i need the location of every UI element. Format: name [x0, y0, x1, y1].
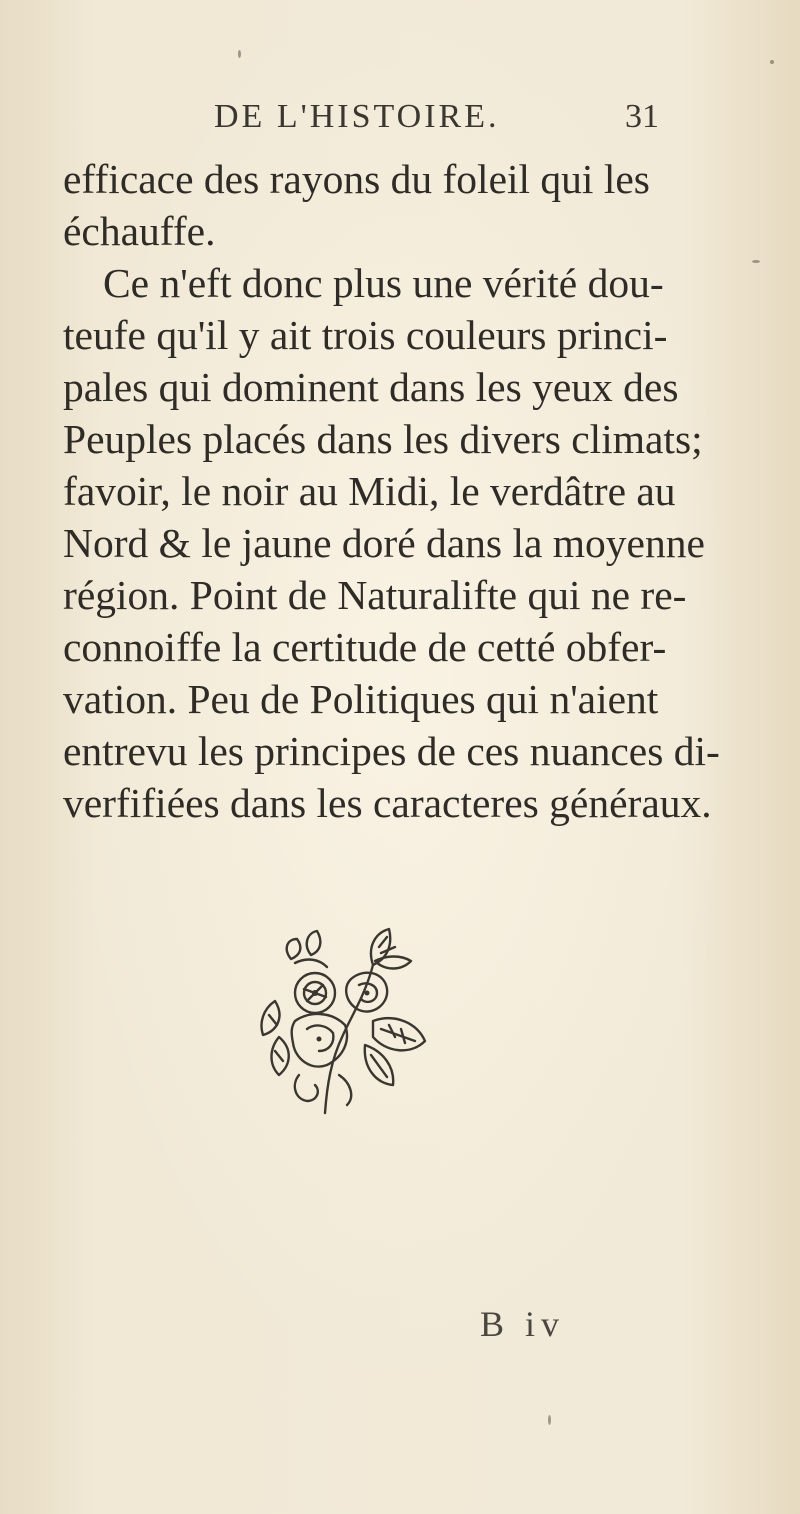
text-line: verfifiées dans les caracteres généraux. — [63, 780, 712, 826]
page-header — [214, 98, 714, 148]
paper-speck — [238, 50, 241, 58]
signature-mark: B iv — [480, 1304, 566, 1344]
text-line: vation. Peu de Politiques qui n'aient — [63, 676, 659, 722]
paper-speck — [770, 60, 774, 64]
text-line: efficace des rayons du foleil qui les — [63, 156, 650, 202]
text-line: teufe qu'il y ait trois couleurs princi- — [63, 312, 668, 358]
text-line: favoir, le noir au Midi, le verdâtre au — [63, 468, 676, 514]
paper-speck — [752, 260, 760, 263]
text-line: échauffe. — [63, 208, 216, 254]
text-line: région. Point de Naturalifte qui ne re- — [63, 572, 687, 618]
paper-speck — [548, 1415, 551, 1425]
text-line: pales qui dominent dans les yeux des — [63, 364, 679, 410]
floral-vignette-icon — [255, 925, 430, 1115]
text-line: connoiffe la certitude de cetté obfer- — [63, 624, 667, 670]
page-number: 31 — [625, 98, 659, 135]
running-title: DE L'HISTOIRE. — [214, 98, 500, 135]
text-line: Peuples placés dans les divers climats; — [63, 416, 703, 462]
text-line: Ce n'eft donc plus une vérité dou- — [103, 260, 664, 306]
text-line: entrevu les principes de ces nuances di- — [63, 728, 720, 774]
text-line: Nord & le jaune doré dans la moyenne — [63, 520, 705, 566]
